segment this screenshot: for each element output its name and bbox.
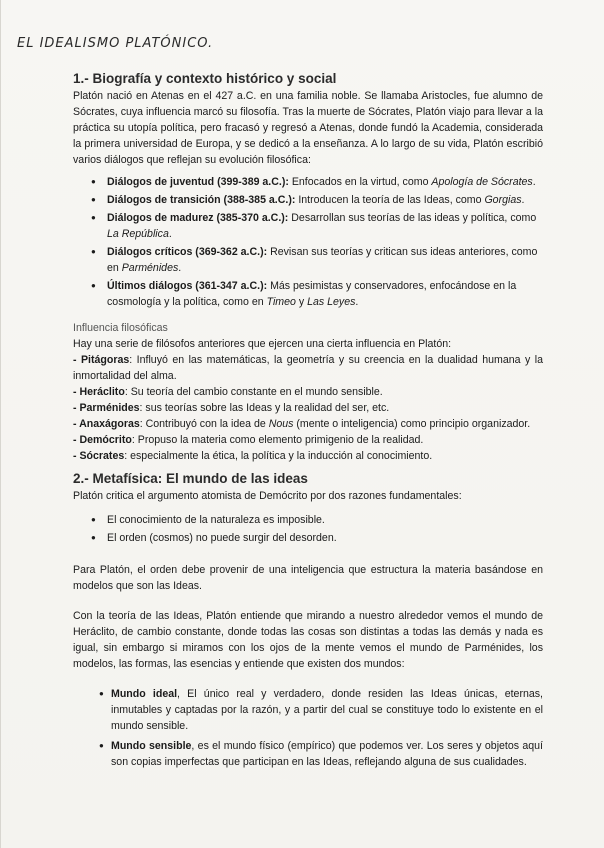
reasons-list — [73, 512, 543, 546]
section-1-heading — [73, 70, 543, 88]
section-2-heading — [73, 470, 543, 488]
influence-item: - Parménides: sus teorías sobre las Ideas y la realidad del ser, etc. — [73, 402, 390, 414]
section-2-intro: Platón critica el argumento atomista de Demócrito por dos razones fundamentales: — [73, 490, 462, 502]
influences-intro: Hay una serie de filósofos anteriores que ejercen una cierta influencia en Platón: — [73, 338, 452, 350]
dialog-item: ● Diálogos críticos (369-362 a.C.): Revisan sus teorías y critican sus ideas anteriores, como en Parménides. — [91, 244, 543, 276]
section-1-intro: Platón nació en Atenas en el 427 a.C. en una familia noble. Se llamaba Aristocles, fue alumno de Sócrates, cuya influencia marcó su filosofía. Tras la muerte de Sócrates, Platón viajo para llevar a la práctica su utopía política, pero fracasó y regresó a Atenas, donde fundó la Academia, considerada la primera universidad de Europa, y se dedicó a la enseñanza. A lo largo de su vida, Platón escribió varios diálogos que reflejan su evolución filosófica: — [73, 90, 543, 166]
influence-item: - Sócrates: especialmente la ética, la política y la inducción al conocimiento. — [73, 450, 433, 462]
section-2-paragraph-2: Con la teoría de las Ideas, Platón entiende que mirando a nuestro alrededor vemos el mundo de Heráclito, de cambio constante, donde todas las cosas son distintas a todas las demás y nada es igual, sin embargo si miramos con los ojos de la mente vemos el mundo de Parménides, los modelos, las formas, las esencias y entiende que existen dos mundos: — [73, 610, 543, 670]
handwritten-title: EL IDEALISMO PLATÓNICO. — [17, 36, 214, 51]
dialog-item: ● Diálogos de transición (388-385 a.C.): Introducen la teoría de las Ideas, como Gorgias. — [91, 192, 543, 208]
section-1-number: 1.- — [73, 71, 89, 86]
worlds-list — [73, 686, 543, 770]
section-1-title: Biografía y contexto histórico y social — [92, 71, 337, 86]
world-item-ideal: ● Mundo ideal, El único real y verdadero, donde residen las Ideas únicas, eternas, inmutables y captadas por la razón, y a partir del cual se constituye todo lo existente en el mundo sensible. — [99, 686, 543, 734]
dialog-item: ● Diálogos de madurez (385-370 a.C.): Desarrollan sus teorías de las ideas y política, como La República. — [91, 210, 543, 242]
section-2-title: Metafísica: El mundo de las ideas — [92, 471, 308, 486]
influence-item: - Anaxágoras: Contribuyó con la idea de Nous (mente o inteligencia) como principio organizador. — [73, 418, 531, 430]
influence-item: - Pitágoras: Influyó en las matemáticas, la geometría y su creencia en la dualidad humana y la inmortalidad del alma. — [73, 354, 543, 382]
influence-item: - Demócrito: Propuso la materia como elemento primigenio de la realidad. — [73, 434, 424, 446]
dialogs-list — [73, 174, 543, 310]
dialog-item: ● Diálogos de juventud (399-389 a.C.): Enfocados en la virtud, como Apología de Sócrates. — [91, 174, 543, 190]
influence-item: - Heráclito: Su teoría del cambio constante en el mundo sensible. — [73, 386, 383, 398]
document-body — [73, 70, 543, 774]
section-2-number: 2.- — [73, 471, 89, 486]
reason-item: ● El conocimiento de la naturaleza es imposible. — [91, 512, 543, 528]
section-2-paragraph-1: Para Platón, el orden debe provenir de una inteligencia que estructura la materia basándose en modelos que son las Ideas. — [73, 564, 543, 592]
world-item-sensible: ● Mundo sensible, es el mundo físico (empírico) que podemos ver. Los seres y objetos aquí son copias imperfectas que participan en las Ideas, reflejando alguna de sus cualidades. — [99, 738, 543, 770]
influences-heading: Influencia filosóficas — [73, 322, 168, 334]
dialog-item: ● Últimos diálogos (361-347 a.C.): Más pesimistas y conservadores, enfocándose en la cosmología y la política, como en Timeo y Las Leyes. — [91, 278, 543, 310]
reason-item: ● El orden (cosmos) no puede surgir del desorden. — [91, 530, 543, 546]
